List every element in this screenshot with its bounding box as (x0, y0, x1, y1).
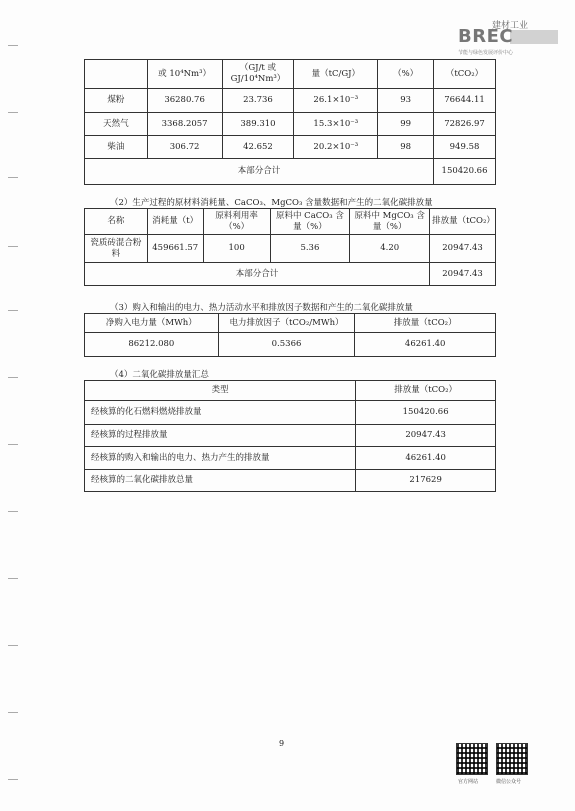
header-cell: 电力排放因子（tCO₂/MWh） (218, 314, 355, 333)
website-qr-code (456, 743, 488, 775)
table-cell: 0.5366 (218, 333, 355, 357)
table-cell: 459661.57 (147, 235, 203, 263)
table-cell: 76644.11 (434, 89, 496, 113)
logo-main-text: BREC (458, 26, 514, 47)
header-cell: 量（tC/GJ） (294, 60, 378, 89)
table-row (85, 447, 496, 470)
header-cell: 排放量（tCO₂） (355, 314, 496, 333)
logo-top-text: 建材工业 (492, 21, 529, 31)
table-cell: 3368.2057 (147, 113, 222, 136)
section2-title: （2）生产过程的原材料消耗量、CaCO₃、MgCO₃ 含量数据和产生的二氧化碳排放量 (110, 198, 433, 208)
table-header-row (85, 60, 496, 89)
header-cell: （%） (378, 60, 434, 89)
table-row (85, 333, 496, 357)
table-cell: 46261.40 (355, 333, 496, 357)
table-row (85, 235, 496, 263)
table-row (85, 113, 496, 136)
table-cell: 100 (203, 235, 270, 263)
table-row (85, 136, 496, 159)
table-row (85, 425, 496, 447)
header-cell: 消耗量（t） (147, 209, 203, 235)
table-cell: 20947.43 (356, 425, 496, 447)
header-cell: 排放量（tCO₂） (430, 209, 496, 235)
table-cell: 217629 (356, 470, 496, 492)
table-cell: 26.1×10⁻³ (294, 89, 378, 113)
table-cell: 150420.66 (356, 401, 496, 425)
subtotal-value: 150420.66 (434, 159, 496, 185)
table-header-row (85, 209, 496, 235)
table-cell: 389.310 (222, 113, 294, 136)
header-cell: 原料中 CaCO₃ 含量（%） (270, 209, 350, 235)
subtotal-label: 本部分合计 (85, 159, 434, 185)
logo-sub-text: 节能与绿色发展评价中心 (458, 50, 514, 56)
electricity-emission-table (84, 313, 496, 357)
table-cell: 5.36 (270, 235, 350, 263)
header-cell: 名称 (85, 209, 148, 235)
process-emission-table (84, 208, 496, 286)
table-cell: 36280.76 (147, 89, 222, 113)
table-cell: 46261.40 (356, 447, 496, 470)
table-cell: 经核算的购入和输出的电力、热力产生的排放量 (85, 447, 356, 470)
fuel-combustion-table (84, 59, 496, 185)
header-cell: 原料利用率（%） (203, 209, 270, 235)
table-header-row (85, 381, 496, 401)
website-qr-label: 官方网站 (458, 779, 479, 785)
header-cell: 类型 (85, 381, 356, 401)
table-cell: 949.58 (434, 136, 496, 159)
table-row (85, 401, 496, 425)
table-cell: 瓷质砖混合粉料 (85, 235, 148, 263)
table-cell: 天然气 (85, 113, 148, 136)
table-cell: 42.652 (222, 136, 294, 159)
header-cell: 原料中 MgCO₃ 含量（%） (350, 209, 430, 235)
header-cell: （GJ/t 或 GJ/10⁴Nm³） (222, 60, 294, 89)
table-cell: 经核算的二氧化碳排放总量 (85, 470, 356, 492)
table-cell: 经核算的过程排放量 (85, 425, 356, 447)
table-cell: 23.736 (222, 89, 294, 113)
table-cell: 经核算的化石燃料燃烧排放量 (85, 401, 356, 425)
subtotal-value: 20947.43 (430, 263, 496, 286)
header-cell: 或 10⁴Nm³） (147, 60, 222, 89)
table-row (85, 89, 496, 113)
subtotal-row (85, 263, 496, 286)
subtotal-row (85, 159, 496, 185)
table-cell: 柴油 (85, 136, 148, 159)
table-cell: 86212.080 (85, 333, 219, 357)
subtotal-label: 本部分合计 (85, 263, 430, 286)
table-cell: 98 (378, 136, 434, 159)
emission-summary-table (84, 380, 496, 492)
table-cell: 煤粉 (85, 89, 148, 113)
table-cell: 20.2×10⁻³ (294, 136, 378, 159)
table-cell: 15.3×10⁻³ (294, 113, 378, 136)
header-cell (85, 60, 148, 89)
header-cell: （tCO₂） (434, 60, 496, 89)
section4-title: （4）二氧化碳排放量汇总 (110, 370, 209, 380)
table-cell: 72826.97 (434, 113, 496, 136)
table-cell: 4.20 (350, 235, 430, 263)
page-number: 9 (279, 739, 285, 748)
header-cell: 排放量（tCO₂） (356, 381, 496, 401)
section3-title: （3）购入和输出的电力、热力活动水平和排放因子数据和产生的二氧化碳排放量 (110, 303, 413, 313)
header-cell: 净购入电力量（MWh） (85, 314, 219, 333)
table-header-row (85, 314, 496, 333)
table-cell: 20947.43 (430, 235, 496, 263)
table-cell: 99 (378, 113, 434, 136)
table-row (85, 470, 496, 492)
table-cell: 306.72 (147, 136, 222, 159)
wechat-qr-code (496, 743, 528, 775)
logo-bar (510, 30, 558, 44)
table-cell: 93 (378, 89, 434, 113)
wechat-qr-label: 微信公众号 (496, 779, 522, 785)
